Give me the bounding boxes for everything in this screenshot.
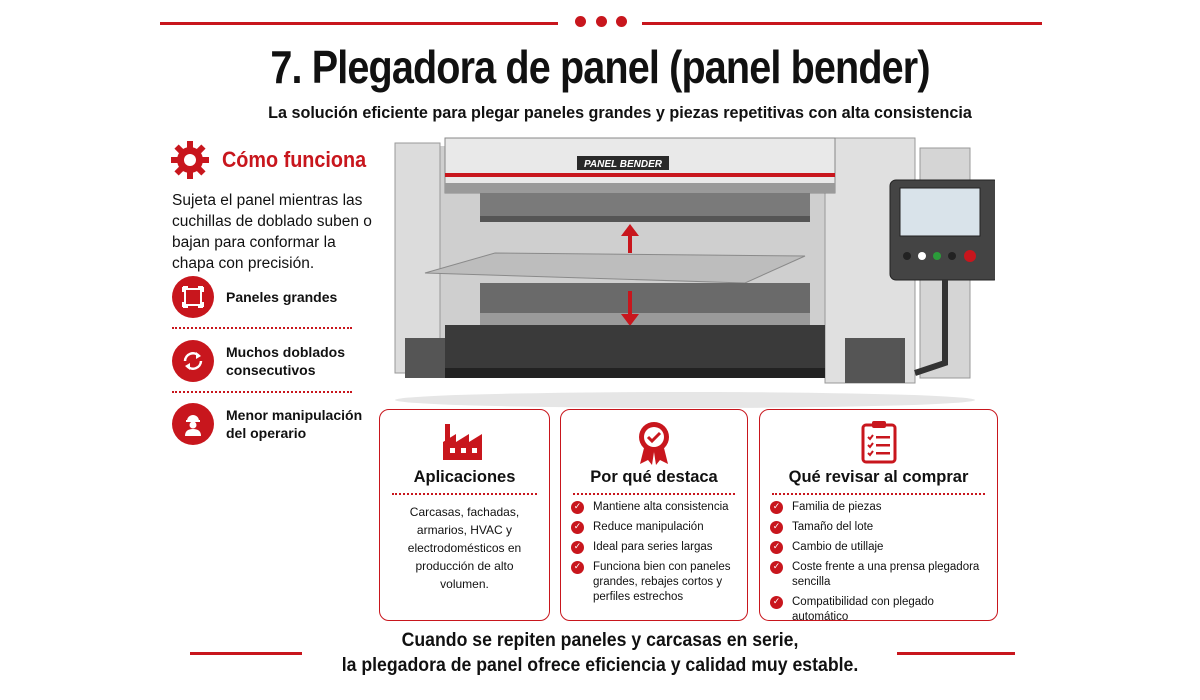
list-item-text: Cambio de utillaje: [792, 541, 884, 553]
list-item-text: Mantiene alta consistencia: [593, 501, 729, 513]
check-icon: ✓: [770, 596, 783, 609]
card-text: Carcasas, fachadas, armarios, HVAC y electrodomésticos en producción de alto volumen.: [407, 505, 522, 591]
panel-bender-machine-illustration: [385, 128, 995, 408]
panel-frame-icon: [172, 276, 214, 318]
check-icon: ✓: [571, 501, 584, 514]
check-icon: ✓: [770, 561, 783, 574]
list-item-text: Tamaño del lote: [792, 521, 874, 533]
list-item: [571, 520, 739, 535]
gear-icon: [170, 140, 210, 180]
list-item: [770, 595, 989, 625]
page-title: 7. Plegadora de panel (panel bender): [270, 41, 930, 93]
card-divider: [573, 493, 735, 495]
footer-line-2: la plegadora de panel ofrece eficiencia y calidad muy estable.: [341, 655, 859, 676]
check-icon: ✓: [571, 541, 584, 554]
checklist-icon: [860, 420, 898, 469]
list-item: [571, 500, 739, 515]
feature-label: Paneles grandes: [226, 289, 338, 305]
check-icon: ✓: [571, 521, 584, 534]
card-applications: [379, 409, 550, 621]
list-item-text: Reduce manipulación: [593, 521, 704, 533]
feature-many-bends: [172, 340, 366, 382]
check-icon: ✓: [770, 541, 783, 554]
card-title: Qué revisar al comprar: [788, 468, 969, 486]
cycle-arrows-icon: [172, 340, 214, 382]
feature-large-panels: [172, 276, 366, 318]
award-badge-icon: [634, 420, 674, 471]
page-subtitle: La solución eficiente para plegar paneles grandes y piezas repetitivas con alta consistencia: [268, 103, 972, 122]
top-rule-left: [160, 22, 558, 25]
card-divider: [392, 493, 537, 495]
list-item-text: Ideal para series largas: [593, 541, 713, 553]
check-icon: ✓: [770, 521, 783, 534]
top-dots: [575, 16, 627, 30]
top-rule-right: [642, 22, 1042, 25]
list-item-text: Coste frente a una prensa plegadora sencilla: [792, 561, 980, 588]
list-item: [770, 520, 989, 535]
feature-divider: [172, 327, 352, 329]
list-item-text: Funciona bien con paneles grandes, rebajes cortos y perfiles estrechos: [593, 561, 731, 603]
list-item-text: Familia de piezas: [792, 501, 882, 513]
card-why-stands-out: [560, 409, 748, 621]
operator-icon: [172, 403, 214, 445]
list-item: [571, 560, 739, 605]
card-title: Por qué destaca: [590, 468, 718, 486]
card-what-to-check: [759, 409, 998, 621]
check-icon: ✓: [571, 561, 584, 574]
feature-label: Muchos doblados consecutivos: [226, 344, 345, 378]
why-list: [571, 500, 739, 610]
bottom-rule-left: [190, 652, 302, 655]
machine-label: PANEL BENDER: [584, 159, 662, 170]
bottom-rule-right: [897, 652, 1015, 655]
feature-divider: [172, 391, 352, 393]
card-title: Aplicaciones: [413, 468, 516, 486]
feature-label: Menor manipulación del operario: [226, 407, 363, 441]
list-item: [571, 540, 739, 555]
footer-line-1: Cuando se repiten paneles y carcasas en serie,: [401, 630, 799, 651]
list-item: [770, 560, 989, 590]
list-item: [770, 500, 989, 515]
how-it-works-text: Sujeta el panel mientras las cuchillas de doblado suben o bajan para conformar la chapa con precisión.: [172, 192, 372, 272]
check-icon: ✓: [770, 501, 783, 514]
card-divider: [772, 493, 985, 495]
feature-less-handling: [172, 403, 366, 445]
factory-icon: [440, 420, 490, 467]
how-it-works-title: Cómo funciona: [222, 147, 367, 172]
check-list: [770, 500, 989, 630]
list-item: [770, 540, 989, 555]
list-item-text: Compatibilidad con plegado automático: [792, 596, 934, 623]
how-it-works-heading: [170, 140, 382, 180]
